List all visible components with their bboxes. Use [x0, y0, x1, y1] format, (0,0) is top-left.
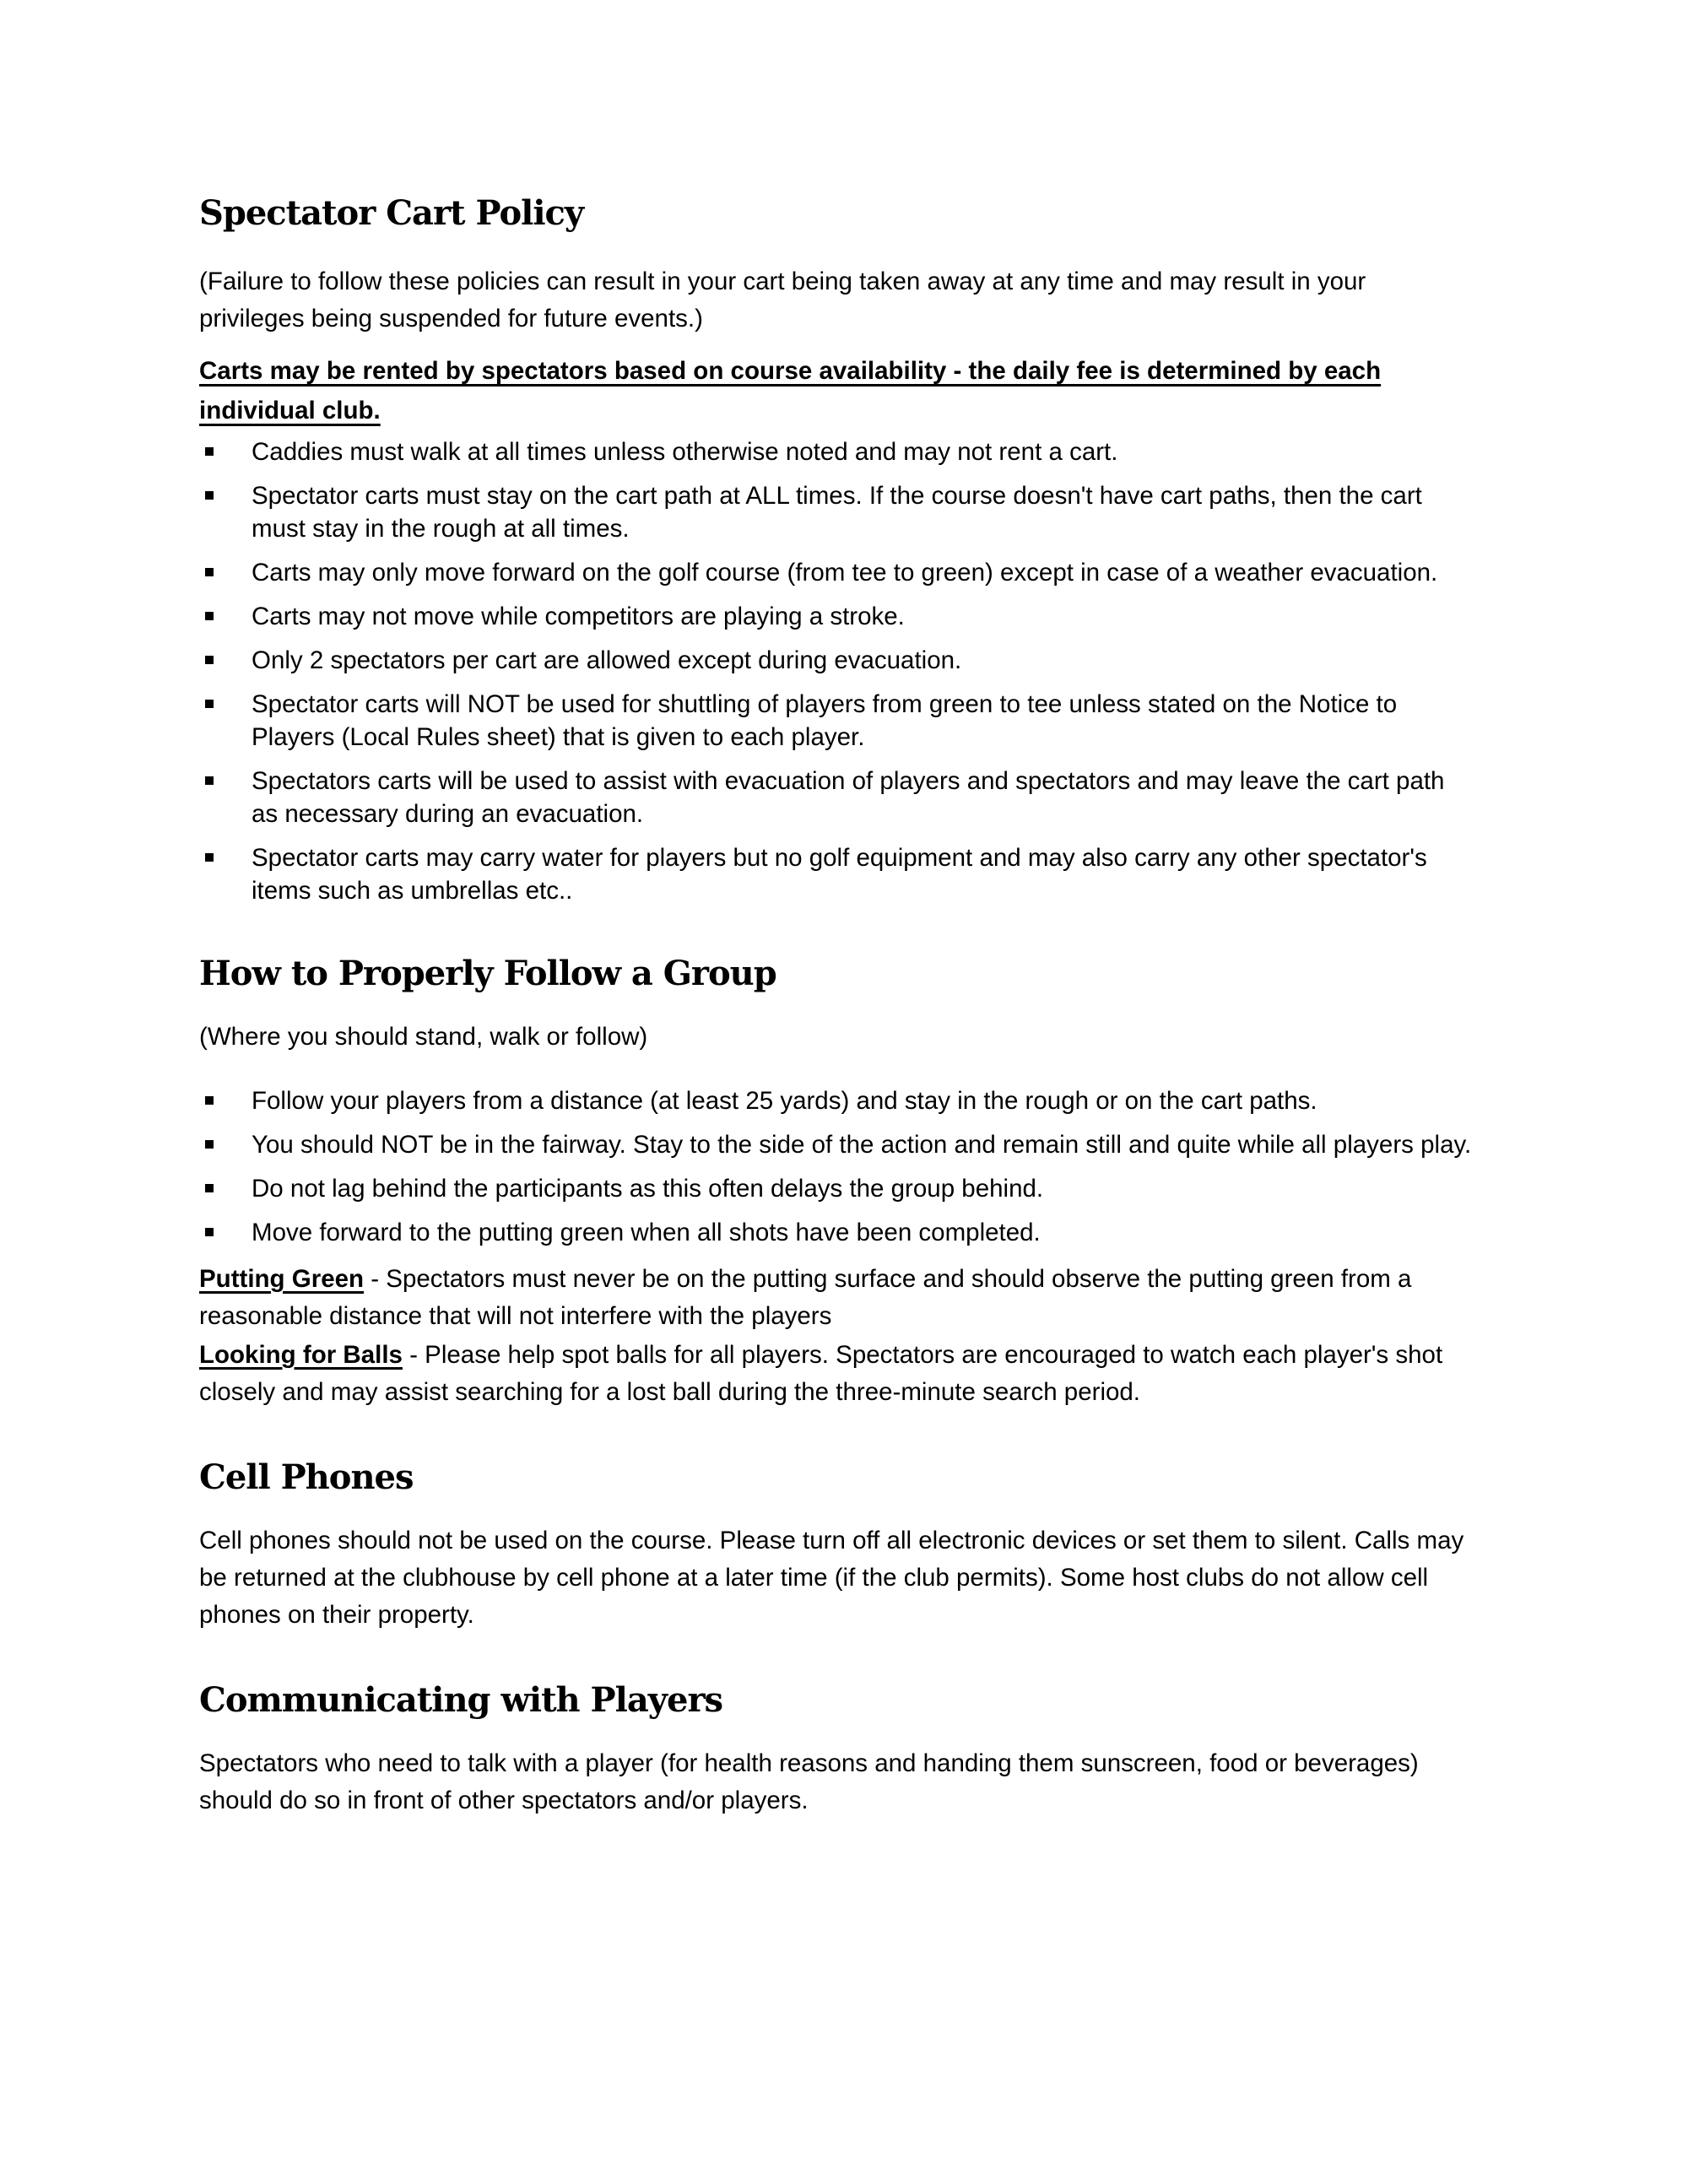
looking-for-balls-note	[199, 1337, 1477, 1411]
list-item: Caddies must walk at all times unless otherwise noted and may not rent a cart.	[199, 435, 1477, 468]
section-spectator-cart-policy	[199, 192, 1477, 907]
list-item: Spectator carts must stay on the cart path at ALL times. If the course doesn't have cart paths, then the cart must stay in the rough at all times.	[199, 479, 1477, 545]
list-item: Spectators carts will be used to assist with evacuation of players and spectators and may leave the cart path as necessary during an evacuation.	[199, 765, 1477, 830]
policy-intro-text: (Failure to follow these policies can result in your cart being taken away at any time and may result in your privileges being suspended for future events.)	[199, 268, 1366, 332]
looking-for-balls-label: Looking for Balls	[199, 1341, 403, 1369]
putting-green-label: Putting Green	[199, 1265, 365, 1293]
cart-policy-list	[199, 435, 1477, 907]
looking-for-balls-text: - Please help spot balls for all players. Spectators are encouraged to watch each player's shot closely and may assist searching for a lost ball during the three-minute search period.	[199, 1341, 1443, 1406]
putting-green-note	[199, 1261, 1477, 1335]
list-item: Carts may not move while competitors are playing a stroke.	[199, 600, 1477, 633]
list-item: Follow your players from a distance (at least 25 yards) and stay in the rough or on the cart paths.	[199, 1084, 1477, 1117]
follow-group-list	[199, 1084, 1477, 1249]
communicating-text: Spectators who need to talk with a player (for health reasons and handing them sunscreen, food or beverages) should do so in front of other spectators and/or players.	[199, 1749, 1419, 1814]
heading-spectator-cart-policy: Spectator Cart Policy	[199, 193, 584, 233]
list-item: Spectator carts will NOT be used for shuttling of players from green to tee unless stated on the Notice to Players (Local Rules sheet) that is given to each player.	[199, 688, 1477, 754]
heading-communicating-with-players: Communicating with Players	[199, 1680, 723, 1720]
section-cell-phones	[199, 1457, 1477, 1634]
follow-group-intro: (Where you should stand, walk or follow)	[199, 1023, 648, 1051]
cell-phones-text: Cell phones should not be used on the course. Please turn off all electronic devices or set them to silent. Calls may be returned at the clubhouse by cell phone at a later time (if the club permits). Some host clubs do not allow cell phones on their property.	[199, 1527, 1464, 1629]
list-item: Only 2 spectators per cart are allowed except during evacuation.	[199, 644, 1477, 677]
section-communicating-with-players	[199, 1679, 1477, 1819]
list-item: Carts may only move forward on the golf course (from tee to green) except in case of a weather evacuation.	[199, 556, 1477, 589]
list-item: Move forward to the putting green when all shots have been completed.	[199, 1216, 1477, 1249]
section-follow-a-group	[199, 953, 1477, 1411]
list-item: You should NOT be in the fairway. Stay to the side of the action and remain still and quite while all players play.	[199, 1128, 1477, 1161]
cart-rental-rule: Carts may be rented by spectators based on course availability - the daily fee is determined by each individual club.	[199, 357, 1382, 424]
list-item: Do not lag behind the participants as this often delays the group behind.	[199, 1172, 1477, 1205]
heading-cell-phones: Cell Phones	[199, 1457, 414, 1497]
putting-green-text: - Spectators must never be on the putting surface and should observe the putting green from a reasonable distance that will not interfere with the players	[199, 1265, 1412, 1330]
heading-follow-a-group: How to Properly Follow a Group	[199, 954, 776, 993]
list-item: Spectator carts may carry water for players but no golf equipment and may also carry any other spectator's items such as umbrellas etc..	[199, 841, 1477, 907]
